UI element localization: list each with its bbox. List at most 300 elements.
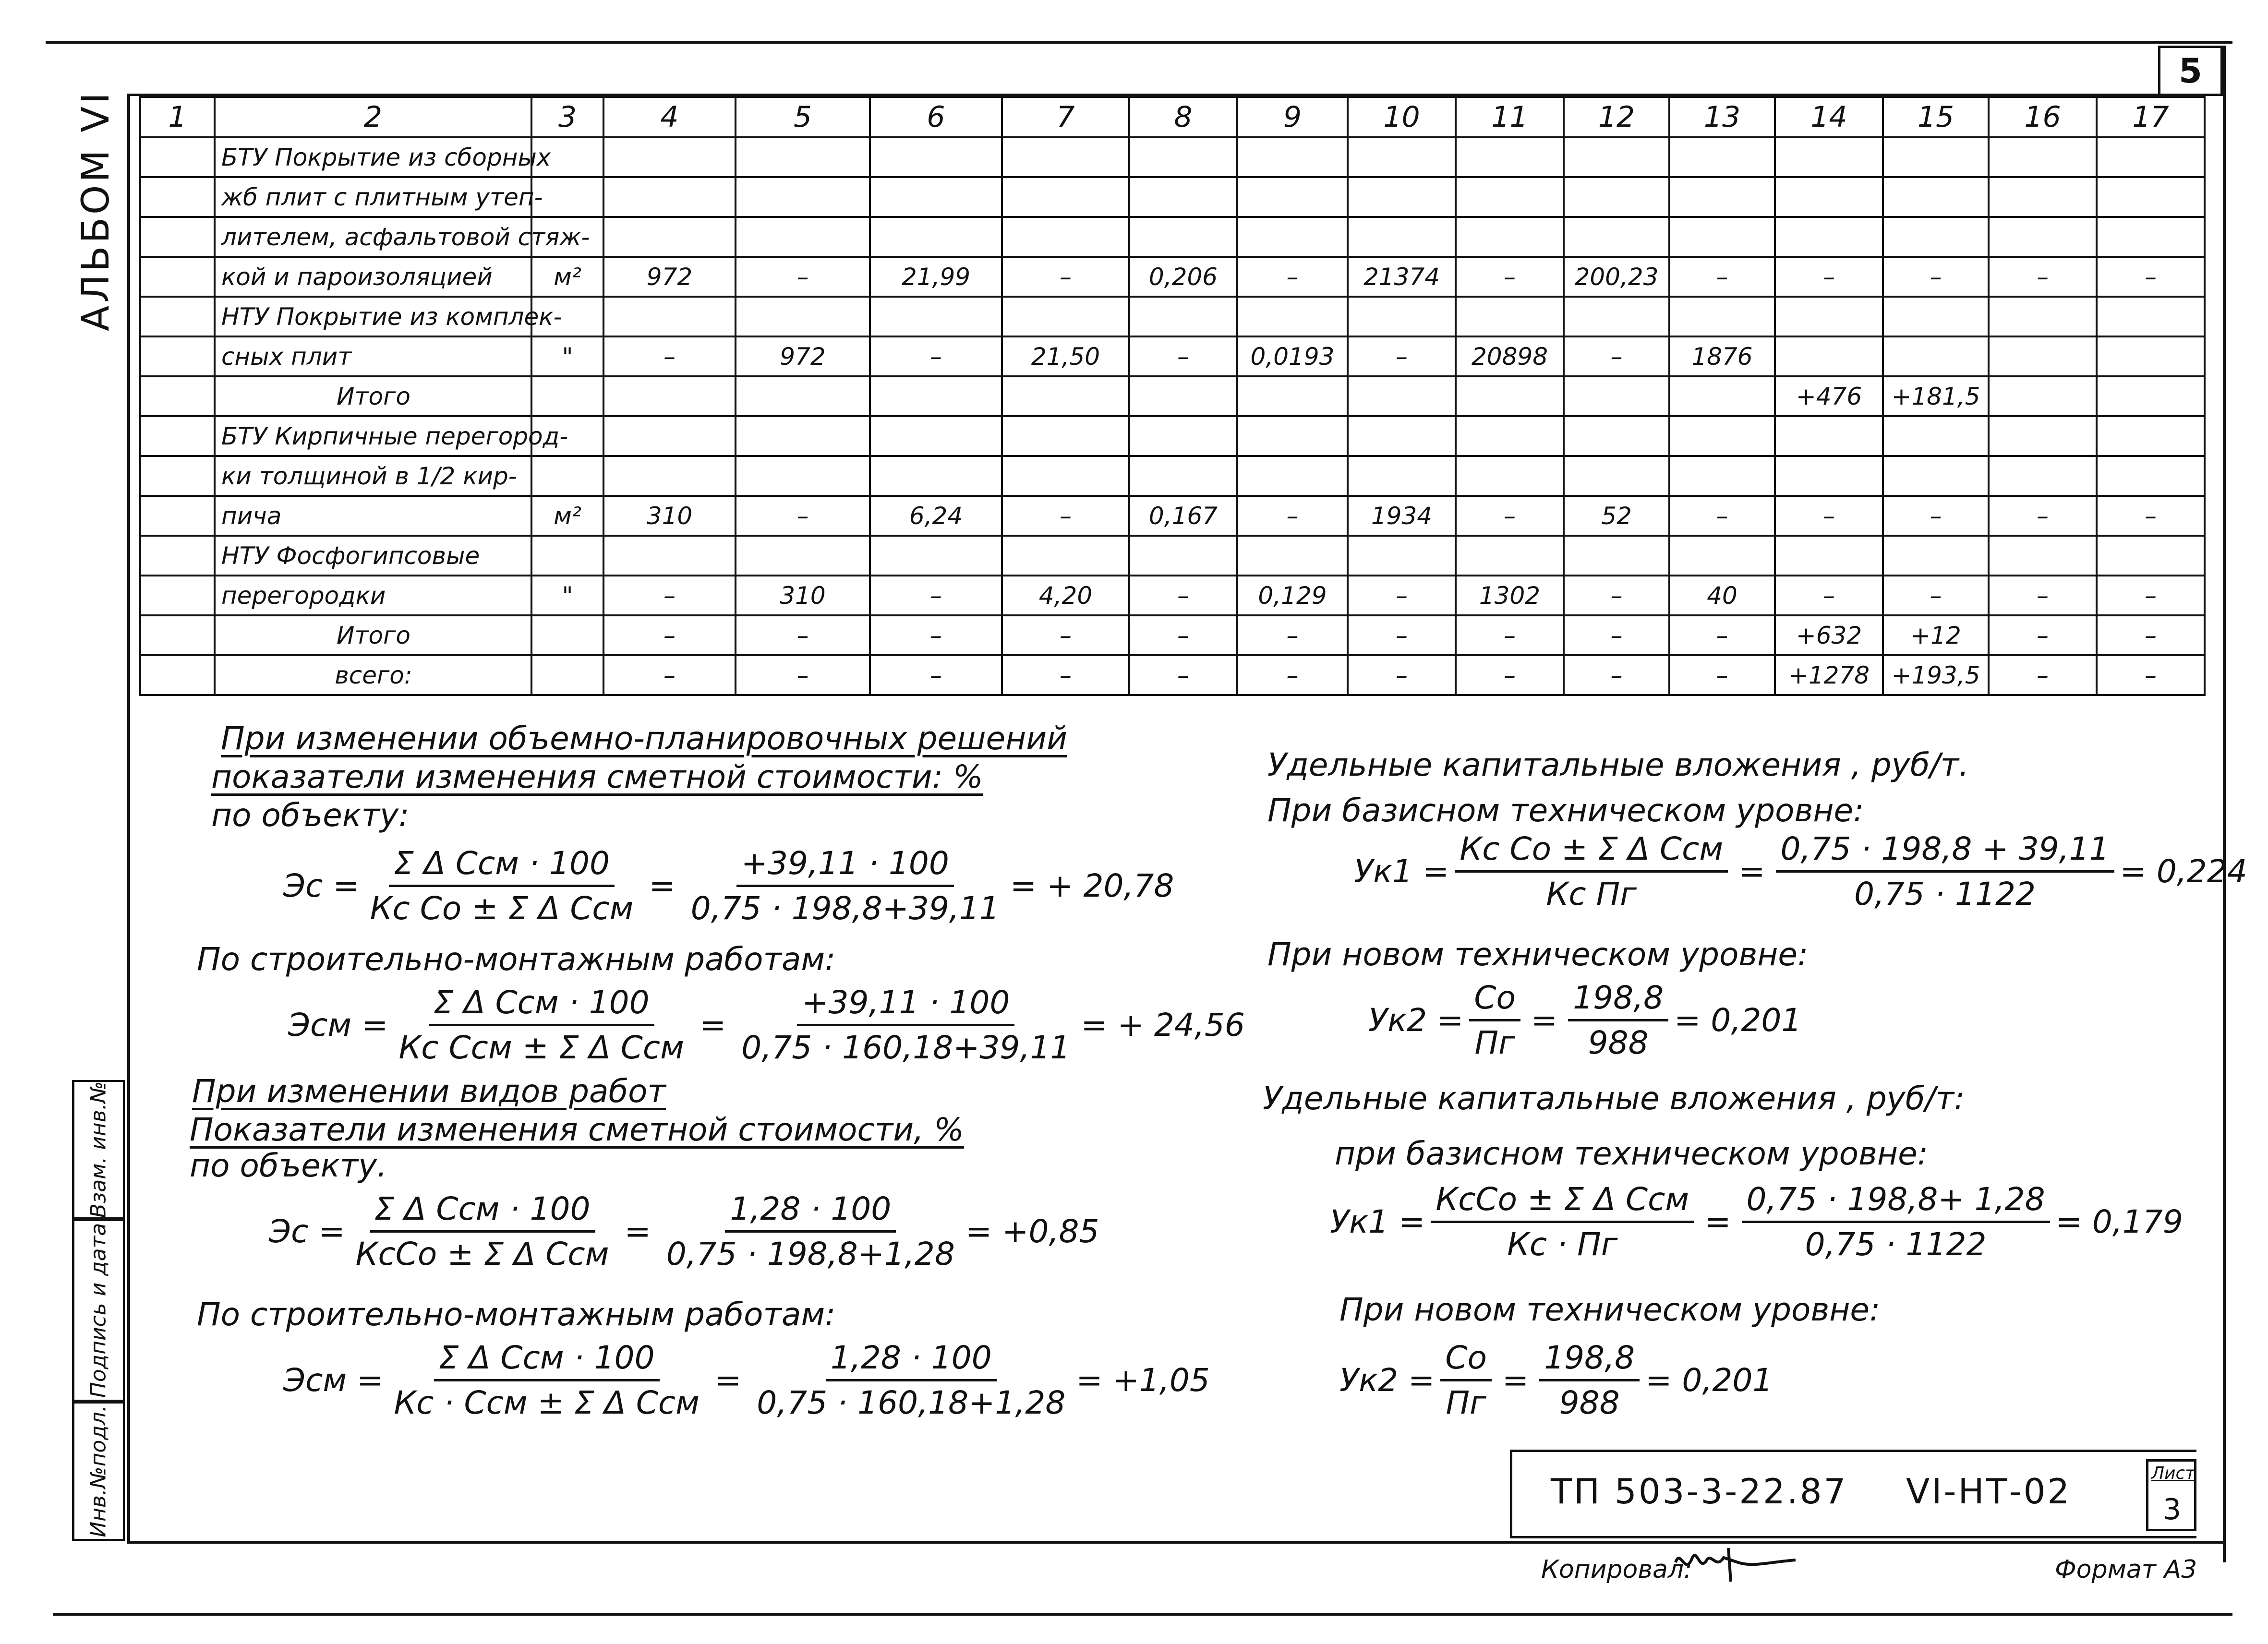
- table-cell: [2097, 456, 2205, 496]
- table-cell: –: [1348, 576, 1456, 615]
- formula-uk1-1-result: = 0,224: [2120, 853, 2247, 890]
- column-header: 17: [2097, 97, 2205, 137]
- table-row: [140, 576, 2205, 615]
- left-text-4: Показатели изменения сметной стоимости, %: [190, 1111, 964, 1148]
- cost-table: [139, 96, 2206, 696]
- formula-ec-1-num: Σ Δ Ссм · 100: [389, 845, 615, 887]
- table-cell: +476: [1775, 376, 1883, 416]
- table-cell: [1129, 177, 1237, 217]
- table-cell: –: [1564, 336, 1669, 376]
- right-text-3: при базисном техническом уровне:: [1335, 1135, 1928, 1172]
- table-cell: –: [603, 655, 736, 695]
- formula-uk1-2-den: Кс · Пг: [1507, 1226, 1618, 1263]
- table-cell: [603, 376, 736, 416]
- page-number: 5: [2158, 46, 2223, 96]
- table-cell: 21,99: [870, 257, 1002, 297]
- table-cell: –: [1456, 615, 1564, 655]
- formula-uk2-1-lhs: Ук2 =: [1368, 1002, 1464, 1039]
- column-header: 1: [140, 97, 215, 137]
- document-code: ТП 503-3-22.87: [1551, 1471, 1848, 1512]
- formula-ecm-2-lhs: Эсм =: [283, 1362, 384, 1399]
- column-header: 11: [1456, 97, 1564, 137]
- table-cell: –: [1669, 257, 1775, 297]
- row-description: Итого: [215, 615, 531, 655]
- frame-bottom-outer: [53, 1613, 2232, 1616]
- table-cell: [736, 416, 870, 456]
- column-header: 8: [1129, 97, 1237, 137]
- table-cell: –: [1456, 655, 1564, 695]
- table-row: [140, 137, 2205, 177]
- table-cell: 0,129: [1237, 576, 1348, 615]
- table-cell: [1564, 217, 1669, 257]
- table-cell: [140, 496, 215, 536]
- table-cell: [140, 456, 215, 496]
- table-cell: –: [1237, 615, 1348, 655]
- table-row: [140, 376, 2205, 416]
- formula-uk2-2-num2: 198,8: [1539, 1339, 1640, 1381]
- left-heading-1: При изменении объемно-планировочных решений: [221, 720, 1068, 757]
- table-cell: [1564, 416, 1669, 456]
- formula-uk2-2: Ук2 = $\frac{Со}{Пг}$ = $\frac{198,8}{988}$ = 0,201: [1339, 1339, 1773, 1421]
- table-cell: [1775, 456, 1883, 496]
- table-cell: [1002, 177, 1129, 217]
- table-cell: [1456, 177, 1564, 217]
- table-cell: [140, 655, 215, 695]
- row-description: пича: [215, 496, 531, 536]
- table-cell: [531, 615, 603, 655]
- table-cell: [1989, 536, 2097, 576]
- table-cell: [1564, 456, 1669, 496]
- table-cell: [736, 297, 870, 336]
- left-text-2: по объекту:: [211, 797, 410, 834]
- table-cell: [1456, 376, 1564, 416]
- formula-uk2-2-lhs: Ук2 =: [1339, 1362, 1435, 1399]
- table-cell: [1237, 536, 1348, 576]
- table-cell: [1129, 416, 1237, 456]
- table-cell: –: [1775, 257, 1883, 297]
- table-cell: –: [870, 655, 1002, 695]
- table-cell: [870, 217, 1002, 257]
- table-cell: –: [1669, 655, 1775, 695]
- formula-uk2-1-num: Со: [1469, 979, 1520, 1021]
- table-cell: [2097, 336, 2205, 376]
- table-cell: [1002, 456, 1129, 496]
- formula-ec-2-lhs: Эс =: [269, 1213, 345, 1250]
- table-cell: [1775, 177, 1883, 217]
- column-header: 6: [870, 97, 1002, 137]
- row-description: Итого: [215, 376, 531, 416]
- table-cell: [1775, 336, 1883, 376]
- table-cell: –: [1564, 655, 1669, 695]
- table-cell: –: [1989, 576, 2097, 615]
- formula-uk2-1-den2: 988: [1588, 1024, 1649, 1061]
- formula-ec-2-den: КсСо ± Σ Δ Ссм: [355, 1236, 609, 1272]
- table-cell: [1456, 217, 1564, 257]
- table-cell: [1129, 536, 1237, 576]
- table-cell: [2097, 177, 2205, 217]
- table-row: [140, 536, 2205, 576]
- table-cell: –: [2097, 576, 2205, 615]
- table-cell: –: [1237, 496, 1348, 536]
- formula-ec-1: Эс = $\frac{\text{Σ Δ Ссм · 100}}{\text{Кс Со ± Σ Δ Ссм}}$ = $\frac{+39,11 \cdot 100}{0,75 \cdot 198,8+39,11}$ = + 20,78: [283, 845, 1174, 927]
- table-cell: 0,167: [1129, 496, 1237, 536]
- table-cell: –: [736, 257, 870, 297]
- table-cell: –: [1348, 655, 1456, 695]
- table-cell: 21,50: [1002, 336, 1129, 376]
- table-cell: [1237, 217, 1348, 257]
- row-description: НТУ Фосфогипсовые: [215, 536, 531, 576]
- table-cell: –: [1129, 655, 1237, 695]
- row-description: кой и пароизоляцией: [215, 257, 531, 297]
- table-cell: –: [1883, 257, 1989, 297]
- formula-ecm-1-result: = + 24,56: [1081, 1007, 1245, 1044]
- row-description: БТУ Покрытие из сборных: [215, 137, 531, 177]
- table-cell: [1775, 416, 1883, 456]
- table-cell: [1456, 137, 1564, 177]
- table-cell: [1775, 297, 1883, 336]
- table-cell: [603, 456, 736, 496]
- table-cell: [140, 576, 215, 615]
- table-cell: –: [603, 576, 736, 615]
- table-cell: –: [1129, 336, 1237, 376]
- table-row: [140, 496, 2205, 536]
- formula-ecm-1-lhs: Эсм =: [288, 1007, 388, 1044]
- table-cell: [2097, 217, 2205, 257]
- table-cell: [1989, 336, 2097, 376]
- table-cell: [1669, 536, 1775, 576]
- table-cell: [1989, 376, 2097, 416]
- table-cell: [1669, 416, 1775, 456]
- table-cell: [1002, 416, 1129, 456]
- table-cell: –: [1669, 615, 1775, 655]
- table-cell: 40: [1669, 576, 1775, 615]
- formula-uk2-1: Ук2 = $\frac{Со}{Пг}$ = $\frac{198,8}{988}$ = 0,201: [1368, 979, 1802, 1061]
- column-header: 13: [1669, 97, 1775, 137]
- formula-uk1-2: Ук1 = $\frac{\text{КсСо ± Σ Δ Ссм}}{Кс \cdot Пг}$ = $\frac{0,75 \cdot 198,8+ 1,28}{0,75 \cdot 1122}$ = 0,179: [1330, 1181, 2183, 1263]
- stamp-vzam-label: Взам. инв.№: [86, 1081, 111, 1218]
- right-text-2: При новом техническом уровне:: [1267, 936, 1809, 973]
- table-cell: [140, 376, 215, 416]
- formula-uk1-1-den2: 0,75 · 1122: [1854, 876, 2036, 912]
- table-cell: [1989, 217, 2097, 257]
- table-cell: 972: [736, 336, 870, 376]
- table-cell: [1564, 177, 1669, 217]
- column-header: 16: [1989, 97, 2097, 137]
- table-cell: [1348, 217, 1456, 257]
- table-cell: [1129, 376, 1237, 416]
- table-row: [140, 416, 2205, 456]
- right-text-1: При базисном техническом уровне:: [1267, 792, 1864, 829]
- table-cell: [1883, 536, 1989, 576]
- table-cell: –: [2097, 615, 2205, 655]
- table-cell: +632: [1775, 615, 1883, 655]
- table-cell: [1775, 217, 1883, 257]
- column-header: 4: [603, 97, 736, 137]
- table-cell: [603, 297, 736, 336]
- column-header: 15: [1883, 97, 1989, 137]
- column-header: 5: [736, 97, 870, 137]
- table-cell: –: [1129, 615, 1237, 655]
- formula-uk1-2-lhs: Ук1 =: [1330, 1203, 1425, 1240]
- formula-ec-2-den2: 0,75 · 198,8+1,28: [666, 1236, 955, 1272]
- formula-uk1-2-num2: 0,75 · 198,8+ 1,28: [1742, 1181, 2050, 1223]
- table-cell: [1002, 137, 1129, 177]
- column-header: 10: [1348, 97, 1456, 137]
- left-text-3: По строительно-монтажным работам:: [197, 941, 836, 978]
- table-cell: [2097, 137, 2205, 177]
- formula-ecm-2: Эсм = $\frac{\text{Σ Δ Ссм · 100}}{\text{Кс · Ссм ± Σ Δ Ссм}}$ = $\frac{1,28 \cdot 100}{0,75 \cdot 160,18+1,28}$ = +1,05: [283, 1339, 1210, 1421]
- table-cell: [2097, 376, 2205, 416]
- table-cell: [1348, 177, 1456, 217]
- table-cell: [1775, 536, 1883, 576]
- table-cell: [140, 297, 215, 336]
- table-cell: –: [1775, 496, 1883, 536]
- formula-uk1-2-result: = 0,179: [2055, 1203, 2183, 1240]
- table-cell: –: [1456, 257, 1564, 297]
- table-cell: –: [1883, 576, 1989, 615]
- table-cell: –: [1129, 576, 1237, 615]
- table-cell: –: [1989, 496, 2097, 536]
- row-description: БТУ Кирпичные перегород-: [215, 416, 531, 456]
- table-cell: 1876: [1669, 336, 1775, 376]
- sheet-number-box: [2146, 1459, 2196, 1531]
- formula-uk1-1: Ук1 = $\frac{\text{Кс Со ± Σ Δ Ссм}}{\text{Кс Пг}}$ = $\frac{0,75 \cdot 198,8 + 39,11}{0,75 \cdot 1122}$ = 0,224: [1354, 830, 2247, 912]
- table-cell: [1002, 536, 1129, 576]
- table-cell: [531, 536, 603, 576]
- table-cell: [1348, 416, 1456, 456]
- frame-right: [2223, 46, 2226, 1562]
- table-cell: [736, 376, 870, 416]
- table-cell: [531, 376, 603, 416]
- column-header: 2: [215, 97, 531, 137]
- table-cell: –: [1348, 336, 1456, 376]
- table-row: [140, 257, 2205, 297]
- left-text-5: по объекту.: [190, 1147, 387, 1184]
- table-cell: 6,24: [870, 496, 1002, 536]
- table-cell: –: [1002, 655, 1129, 695]
- column-header: 7: [1002, 97, 1129, 137]
- table-cell: 1302: [1456, 576, 1564, 615]
- table-cell: [1348, 456, 1456, 496]
- stamp-inv: [72, 1402, 125, 1541]
- stamp-sign-label: Подпись и дата: [86, 1223, 111, 1398]
- table-cell: –: [1237, 655, 1348, 695]
- column-header: 14: [1775, 97, 1883, 137]
- formula-ecm-2-result: = +1,05: [1076, 1362, 1210, 1399]
- table-row: [140, 456, 2205, 496]
- table-cell: [531, 456, 603, 496]
- formula-ecm-1-den2: 0,75 · 160,18+39,11: [741, 1029, 1071, 1066]
- formula-ecm-1-num: Σ Δ Ссм · 100: [429, 984, 654, 1026]
- table-cell: [1883, 177, 1989, 217]
- left-heading-2: При изменении видов работ: [192, 1073, 666, 1110]
- table-cell: [1348, 376, 1456, 416]
- sheet-label: Лист: [2151, 1464, 2196, 1483]
- table-cell: [1348, 536, 1456, 576]
- table-cell: [1564, 536, 1669, 576]
- table-row: [140, 177, 2205, 217]
- table-cell: [736, 536, 870, 576]
- table-cell: [1237, 297, 1348, 336]
- table-cell: –: [736, 655, 870, 695]
- right-heading-1: Удельные капитальные вложения , руб/т.: [1267, 746, 1969, 783]
- table-cell: –: [1669, 496, 1775, 536]
- table-cell: –: [1989, 615, 2097, 655]
- formula-ecm-2-num2: 1,28 · 100: [826, 1339, 997, 1381]
- formula-ec-2: Эс = $\frac{\text{Σ Δ Ссм · 100}}{\text{КсСо ± Σ Δ Ссм}}$ = $\frac{1,28 \cdot 100}{0,75 \cdot 198,8+1,28}$ = +0,85: [269, 1190, 1099, 1272]
- table-cell: –: [1564, 576, 1669, 615]
- right-heading-2: Удельные капитальные вложения , руб/т:: [1263, 1080, 1965, 1117]
- formula-ecm-2-num: Σ Δ Ссм · 100: [434, 1339, 660, 1381]
- formula-uk1-1-num2: 0,75 · 198,8 + 39,11: [1776, 830, 2114, 873]
- table-cell: [736, 456, 870, 496]
- table-cell: [736, 177, 870, 217]
- frame-top: [46, 41, 2232, 44]
- table-cell: [1456, 416, 1564, 456]
- left-text-1: показатели изменения сметной стоимости: %: [211, 758, 983, 795]
- table-cell: [1237, 376, 1348, 416]
- frame-bottom: [127, 1541, 2225, 1544]
- table-cell: [736, 137, 870, 177]
- table-cell: [1989, 416, 2097, 456]
- table-cell: [603, 137, 736, 177]
- sheet-code: VI-НТ-02: [1906, 1471, 2072, 1512]
- table-cell: [140, 615, 215, 655]
- table-cell: [1002, 376, 1129, 416]
- table-cell: [1129, 456, 1237, 496]
- table-row: [140, 336, 2205, 376]
- table-cell: [870, 416, 1002, 456]
- formula-uk2-2-den2: 988: [1559, 1384, 1620, 1421]
- formula-uk1-2-num: КсСо ± Σ Δ Ссм: [1431, 1181, 1694, 1223]
- format-label: Формат А3: [2055, 1555, 2197, 1584]
- table-cell: [1237, 416, 1348, 456]
- table-row: [140, 217, 2205, 257]
- table-cell: [1989, 137, 2097, 177]
- table-cell: [1883, 336, 1989, 376]
- table-cell: [1129, 297, 1237, 336]
- row-description: ки толщиной в 1/2 кир-: [215, 456, 531, 496]
- sheet-number: 3: [2163, 1493, 2182, 1526]
- formula-ec-1-den2: 0,75 · 198,8+39,11: [690, 890, 1000, 927]
- table-header-row: [140, 97, 2205, 137]
- table-cell: +12: [1883, 615, 1989, 655]
- table-cell: –: [1564, 615, 1669, 655]
- table-cell: –: [736, 615, 870, 655]
- table-cell: [140, 257, 215, 297]
- table-cell: [870, 137, 1002, 177]
- table-cell: [1456, 297, 1564, 336]
- table-cell: [140, 536, 215, 576]
- table-cell: [2097, 416, 2205, 456]
- table-cell: [2097, 297, 2205, 336]
- row-description: лителем, асфальтовой стяж-: [215, 217, 531, 257]
- table-cell: [1775, 137, 1883, 177]
- table-cell: [1989, 297, 2097, 336]
- table-cell: –: [736, 496, 870, 536]
- column-header: 3: [531, 97, 603, 137]
- column-header: 12: [1564, 97, 1669, 137]
- table-cell: [1129, 217, 1237, 257]
- table-cell: [1989, 177, 2097, 217]
- table-cell: [1564, 376, 1669, 416]
- left-text-6: По строительно-монтажным работам:: [197, 1296, 836, 1333]
- table-cell: [140, 336, 215, 376]
- table-cell: [1002, 217, 1129, 257]
- table-cell: –: [1456, 496, 1564, 536]
- table-cell: [140, 177, 215, 217]
- table-cell: 200,23: [1564, 257, 1669, 297]
- table-cell: [870, 177, 1002, 217]
- table-cell: –: [870, 336, 1002, 376]
- formula-uk2-1-den: Пг: [1474, 1024, 1515, 1061]
- table-cell: –: [1989, 655, 2097, 695]
- table-cell: [140, 217, 215, 257]
- table-cell: м²: [531, 257, 603, 297]
- table-cell: –: [1348, 615, 1456, 655]
- row-description: жб плит с плитным утеп-: [215, 177, 531, 217]
- formula-uk2-2-num: Со: [1440, 1339, 1491, 1381]
- row-description: перегородки: [215, 576, 531, 615]
- stamp-inv-label: Инв.№подл.: [86, 1405, 111, 1537]
- formula-uk2-2-den: Пг: [1446, 1384, 1486, 1421]
- formula-ec-1-result: = + 20,78: [1010, 867, 1174, 904]
- formula-ecm-1: Эсм = $\frac{\text{Σ Δ Ссм · 100}}{\text{Кс Ссм ± Σ Δ Ссм}}$ = $\frac{+39,11 \cdot 100}{0,75 \cdot 160,18+39,11}$ = + 24,56: [288, 984, 1245, 1066]
- formula-ec-1-num2: +39,11 · 100: [736, 845, 954, 887]
- table-cell: [1129, 137, 1237, 177]
- formula-ec-2-result: = +0,85: [965, 1213, 1099, 1250]
- table-cell: 0,206: [1129, 257, 1237, 297]
- table-cell: –: [1237, 257, 1348, 297]
- table-cell: [1237, 177, 1348, 217]
- table-cell: [2097, 536, 2205, 576]
- table-cell: [1669, 177, 1775, 217]
- table-cell: [870, 536, 1002, 576]
- table-cell: [140, 416, 215, 456]
- table-cell: [1237, 137, 1348, 177]
- table-cell: [870, 376, 1002, 416]
- table-cell: [603, 217, 736, 257]
- table-cell: [870, 297, 1002, 336]
- formula-ec-1-lhs: Эс =: [283, 867, 360, 904]
- table-cell: [1564, 137, 1669, 177]
- table-cell: [603, 416, 736, 456]
- table-cell: [1348, 297, 1456, 336]
- album-label: АЛЬБОМ VI: [74, 90, 118, 331]
- copier-signature: [1671, 1543, 1805, 1586]
- table-cell: 972: [603, 257, 736, 297]
- formula-ecm-2-den2: 0,75 · 160,18+1,28: [757, 1384, 1066, 1421]
- formula-ec-2-num: Σ Δ Ссм · 100: [370, 1190, 595, 1233]
- table-cell: [1669, 217, 1775, 257]
- table-cell: –: [1002, 615, 1129, 655]
- table-cell: –: [1002, 257, 1129, 297]
- formula-uk2-2-result: = 0,201: [1645, 1362, 1773, 1399]
- table-cell: 1934: [1348, 496, 1456, 536]
- formula-uk1-2-den2: 0,75 · 1122: [1805, 1226, 1987, 1263]
- table-cell: [1883, 416, 1989, 456]
- table-cell: –: [870, 576, 1002, 615]
- formula-ecm-2-den: Кс · Ссм ± Σ Δ Ссм: [394, 1384, 700, 1421]
- copied-label: Копировал:: [1541, 1555, 1692, 1584]
- table-cell: ": [531, 576, 603, 615]
- formula-ecm-1-num2: +39,11 · 100: [797, 984, 1014, 1026]
- row-description: сных плит: [215, 336, 531, 376]
- table-cell: –: [870, 615, 1002, 655]
- formula-ec-2-num2: 1,28 · 100: [725, 1190, 896, 1233]
- right-text-4: При новом техническом уровне:: [1339, 1291, 1881, 1328]
- title-block: [1510, 1450, 2196, 1538]
